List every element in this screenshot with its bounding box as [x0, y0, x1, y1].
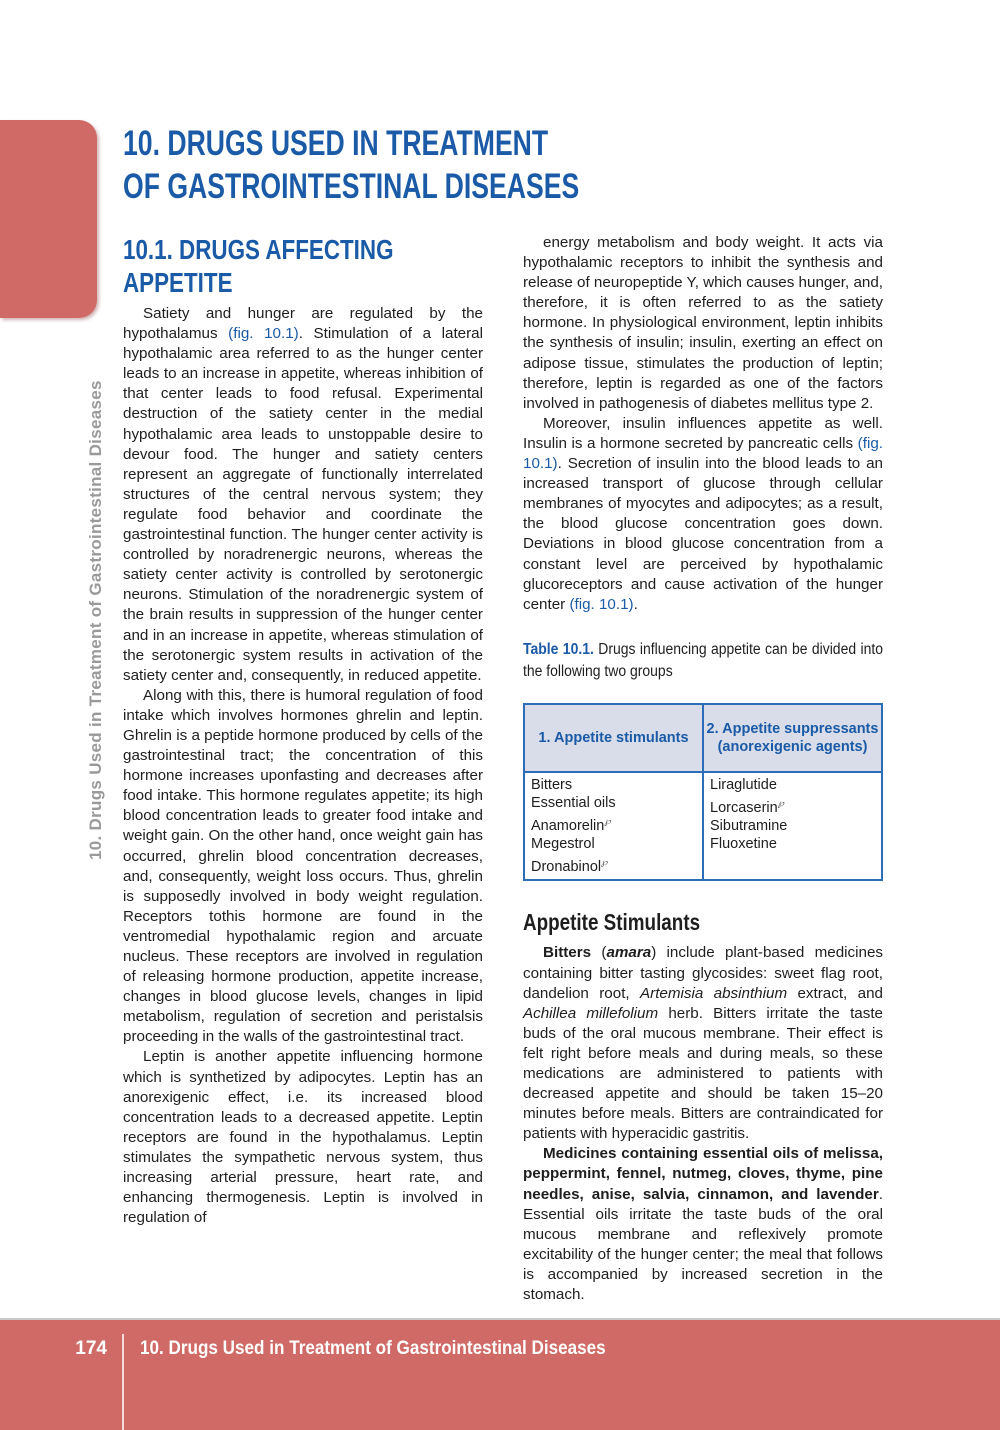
figure-reference-link[interactable]: (fig. 10.1) — [569, 595, 634, 613]
side-running-title: 10. Drugs Used in Treatment of Gastrointestinal Diseases — [86, 380, 105, 860]
text-run: . Essential oils irritate the taste buds of the oral mucous membrane and reflexively promote excitability of the hunger center; the meal that follows is accompanied by increased secretion in the stomach. — [523, 1185, 883, 1304]
drug-name-text: Megestrol — [531, 835, 595, 852]
drug-name-text: Essential oils — [531, 794, 616, 811]
text-run: . Secretion of insulin into the blood leads to an increased transport of glucose through cellular membranes of myocytes and adipocytes; as a result, the blood glucose concentration goes down. Deviations in blood glucose concentration from a constant level are perceived by hypothalamic glucoreceptors and cause activation of the hunger center — [523, 455, 883, 613]
drug-name — [531, 776, 696, 794]
table-header-suppressants: 2. Appetite suppressants (anorexigenic agents) — [703, 704, 882, 772]
body-paragraph — [523, 1144, 883, 1305]
drug-name — [710, 817, 875, 835]
drug-name — [531, 794, 696, 812]
text-run: Medicines containing essential oils of melissa, peppermint, fennel, nutmeg, cloves, thyme, pine needles, anise, salvia, cinnamon, and lavender — [523, 1145, 883, 1203]
body-paragraph — [123, 304, 483, 686]
drug-name-text: Dronabinol — [531, 858, 602, 875]
chapter-title-line1: 10. DRUGS USED IN TREATMENT — [123, 124, 549, 163]
stimulants-cell — [524, 772, 703, 881]
drug-name — [710, 776, 875, 794]
section-heading — [123, 233, 394, 299]
table-caption — [523, 639, 883, 683]
chapter-title-line2: OF GASTROINTESTINAL DISEASES — [123, 167, 580, 206]
chapter-title — [123, 122, 579, 208]
text-run: herb. Bitters irritate the taste buds of the oral mucous membrane. Their effect is felt right before meals and during meals, so these medications are administered to patients with decreased appetite and should be taken 15–20 minutes before meals. Bitters are contraindicated for patients with hyperacidic gastritis. — [523, 1004, 883, 1143]
drug-name — [710, 794, 875, 817]
table-header-stimulants: 1. Appetite stimulants — [524, 704, 703, 772]
body-paragraph — [523, 233, 883, 414]
text-run: extract, and — [787, 984, 883, 1002]
subheading-appetite-stimulants: Appetite Stimulants — [523, 909, 701, 936]
drug-name-text: Liraglutide — [710, 776, 777, 793]
section-heading-line1: 10.1. DRUGS AFFECTING — [123, 234, 394, 265]
drug-name — [531, 812, 696, 835]
page-footer — [0, 1318, 1000, 1430]
drug-name-text: Anamorelin — [531, 817, 605, 834]
text-run: Along with this, there is humoral regulation of food intake which involves hormones ghrelin and leptin. Ghrelin is a peptide hormone produced by cells of the gastrointestinal tract; the concentration of this hormone increases uponfasting and decreases after food intake. This hormone regulates appetite; its high blood concentration leads to greater food intake and weight gain. On the other hand, once weight gain has occurred, ghrelin blood concentration decreases, and, consequently, weight loss occurs. Thus, ghrelin is supposedly involved in body weight regulation. Receptors tothis hormone are found in the ventromedial hypothalamic region and arcuate nucleus. These receptors are involved in regulation of releasing hormone production, appetite increase, changes in blood glucose levels, changes in lipid metabolism, regulation of secretion and peristalsis proceeding in the walls of the gastrointestinal tract. — [123, 686, 483, 1046]
table-caption-label: Table 10.1. — [523, 640, 594, 658]
body-paragraph — [123, 686, 483, 1048]
body-paragraph — [523, 414, 883, 615]
drug-name — [531, 853, 696, 876]
footer-divider — [122, 1334, 124, 1430]
body-paragraph — [123, 1047, 483, 1228]
drug-name — [710, 835, 875, 853]
text-run: Artemisia absinthium — [640, 984, 788, 1002]
section-heading-line2: APPETITE — [123, 267, 233, 298]
drug-name-text: Fluoxetine — [710, 835, 777, 852]
drug-name-text: Lorcaserin — [710, 799, 778, 816]
page-number: 174 — [75, 1338, 107, 1359]
figure-reference-link[interactable]: (fig. 10.1) — [228, 325, 299, 343]
drug-name — [531, 835, 696, 853]
left-column — [123, 304, 483, 1228]
text-run: . — [633, 595, 638, 613]
text-run: ( — [591, 944, 607, 962]
chapter-side-tab — [0, 120, 97, 318]
drug-name-text: Bitters — [531, 776, 573, 793]
text-run: Leptin is another appetite influencing hormone which is synthetized by adipocytes. Leptin has an anorexigenic effect, i.e. its increased blood concentration leads to a decreased appetite. Leptin receptors are found in the hypothalamus. Leptin stimulates the sympathetic nervous system, thus increasing arterial pressure, heart rate, and enhancing thermogenesis. Leptin is involved in regulation of — [123, 1048, 483, 1227]
text-run: Moreover, insulin influences appetite as well. Insulin is a hormone secreted by pancreatic cells — [523, 414, 883, 452]
table-caption-text: Drugs influencing appetite can be divided into the following two groups — [523, 640, 883, 680]
text-run: amara — [606, 944, 652, 962]
unregistered-mark-icon: ℘ — [604, 815, 611, 826]
unregistered-mark-icon: ℘ — [601, 856, 608, 867]
text-run: Bitters — [543, 944, 592, 962]
footer-running-title: 10. Drugs Used in Treatment of Gastrointestinal Diseases — [140, 1338, 606, 1359]
figure-reference-link[interactable]: (fig. 10.1) — [523, 434, 883, 473]
body-paragraph — [523, 943, 883, 1144]
text-run: ) include plant-based medicines containing bitter tasting glycosides: sweet flag root, dandelion root, — [523, 944, 883, 1002]
text-run: . Stimulation of a lateral hypothalamic area referred to as the hunger center leads to an increase in appetite, whereas inhibition of that center leads to food refusal. Experimental destruction of the satiety center in the medial hypothalamic area leads to unstoppable desire to devour food. The hunger and satiety centers represent an aggregate of functionally interrelated structures of the central nervous system; they regulate food behavior and coordinate the gastrointestinal function. The hunger center activity is controlled by noradrenergic neurons, whereas the satiety center activity is controlled by serotonergic neurons. Stimulation of the noradrenergic system of the brain results in suppression of the hunger center and in an increase in appetite, whereas stimulation of the serotonergic system results in activation of the satiety center and, consequently, in reduced appetite. — [123, 325, 483, 684]
text-run: Satiety and hunger are regulated by the hypothalamus — [123, 305, 483, 343]
unregistered-mark-icon: ℘ — [777, 797, 784, 808]
appetite-drugs-table — [523, 703, 883, 882]
drug-name-text: Sibutramine — [710, 817, 788, 834]
text-run: energy metabolism and body weight. It acts via hypothalamic receptors to inhibit the synthesis and release of neuropeptide Y, which causes hunger, and, therefore, it is often referred to as the satiety hormone. In physiological environment, leptin inhibits the synthesis of insulin; insulin, exerting an effect on adipose tissue, stimulates the production of leptin; therefore, leptin is regarded as one of the factors involved in pathogenesis of diabetes mellitus type 2. — [523, 234, 883, 412]
text-run: Achillea millefolium — [523, 1004, 659, 1022]
right-column — [523, 233, 883, 1305]
suppressants-cell — [703, 772, 882, 881]
